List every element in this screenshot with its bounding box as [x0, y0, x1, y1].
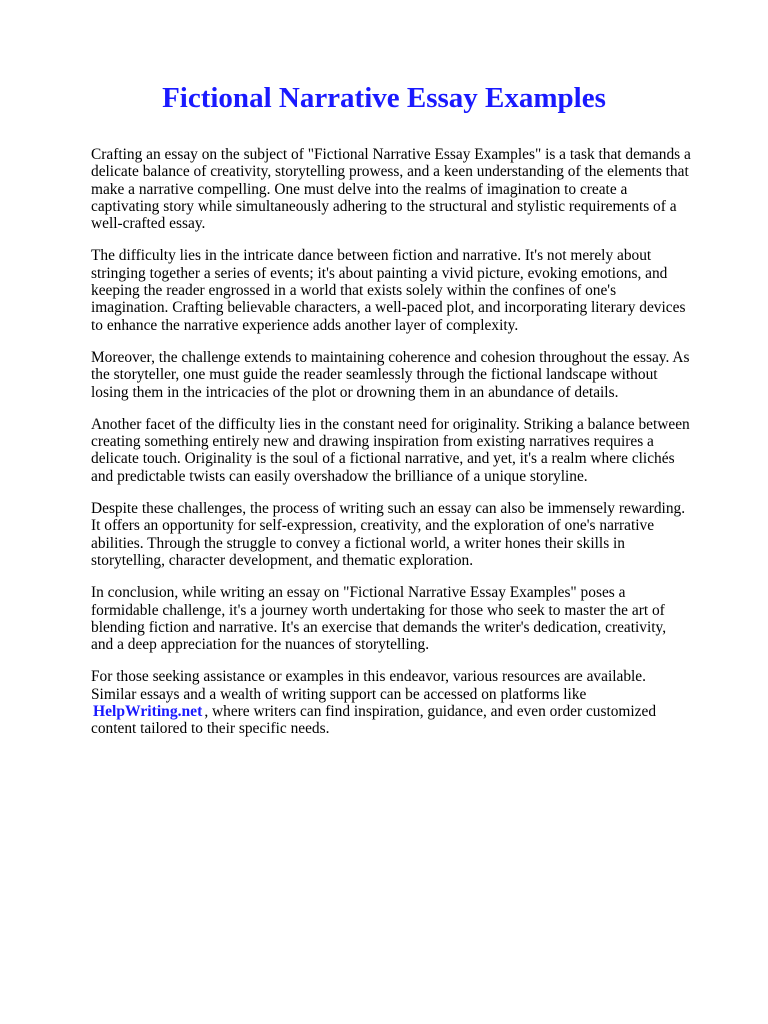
- page-title: Fictional Narrative Essay Examples: [162, 82, 606, 114]
- paragraph-7-text-after-link: , where writers can find inspiration, guidance, and even order customized content tailored to their specific needs.: [91, 703, 657, 738]
- paragraph-7-text-before-link: For those seeking assistance or examples in this endeavor, various resources are available. Similar essays and a wealth of writing support can be accessed on platforms like: [91, 668, 646, 703]
- paragraph-3: Moreover, the challenge extends to maintaining coherence and cohesion throughout the essay. As the storyteller, one must guide the reader seamlessly through the fictional landscape without losing them in the intricacies of the plot or drowning them in an abundance of details.: [91, 348, 690, 401]
- paragraph-6: In conclusion, while writing an essay on "Fictional Narrative Essay Examples" poses a formidable challenge, it's a journey worth undertaking for those who seek to master the art of blending fiction and narrative. It's an exercise that demands the writer's dedication, creativity, and a deep appreciation for the nuances of storytelling.: [91, 584, 667, 654]
- helpwriting-link[interactable]: HelpWriting.net: [93, 703, 203, 721]
- paragraph-4: Another facet of the difficulty lies in the constant need for originality. Striking a balance between creating something entirely new and drawing inspiration from existing narratives requires a delicate touch. Originality is the soul of a fictional narrative, and yet, it's a realm where clichés and predictable twists can easily overshadow the brilliance of a unique storyline.: [91, 415, 690, 485]
- paragraph-7: [91, 668, 691, 737]
- essay-body: [91, 146, 691, 753]
- paragraph-2: The difficulty lies in the intricate dance between fiction and narrative. It's not merely about stringing together a series of events; it's about painting a vivid picture, evoking emotions, and keeping the reader engrossed in a world that exists solely within the confines of one's imagination. Crafting believable characters, a well-paced plot, and incorporating literary devices to enhance the narrative experience adds another layer of complexity.: [91, 247, 686, 334]
- paragraph-5: Despite these challenges, the process of writing such an essay can also be immensely rewarding. It offers an opportunity for self-expression, creativity, and the exploration of one's narrative abilities. Through the struggle to convey a fictional world, a writer hones their skills in storytelling, character development, and thematic exploration.: [91, 500, 686, 569]
- paragraph-1: Crafting an essay on the subject of "Fictional Narrative Essay Examples" is a task that demands a delicate balance of creativity, storytelling prowess, and a keen understanding of the elements that make a narrative compelling. One must delve into the realms of imagination to create a captivating story while simultaneously adhering to the structural and stylistic requirements of a well-crafted essay.: [91, 146, 691, 233]
